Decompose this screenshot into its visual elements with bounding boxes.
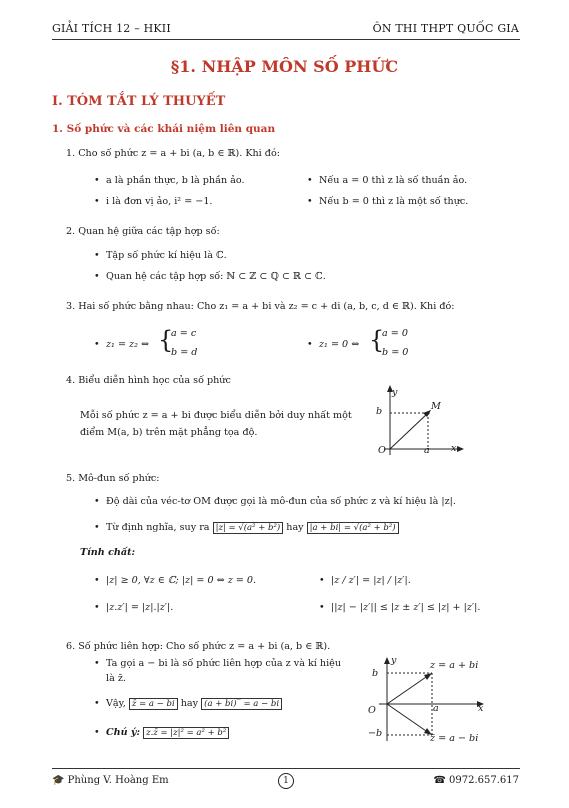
item5-bullet2-text: Từ định nghĩa, suy ra: [106, 522, 210, 533]
fig2-x-label: x: [478, 703, 484, 714]
fig2-z-label: z = a + bi: [430, 660, 479, 671]
conjugate-formula-box-2: (a + bi)‾ = a − bi: [201, 698, 282, 710]
item2-bullet2: • Quan hệ các tập hợp số: ℕ ⊂ ℤ ⊂ ℚ ⊂ ℝ ⊂ ℂ.: [106, 271, 326, 282]
item3-cond-b: b = d: [171, 347, 198, 358]
item1-bullet2: • Nếu a = 0 thì z là số thuần ảo.: [319, 175, 467, 186]
item3-brace-2: {: [369, 326, 385, 354]
item2-heading: 2. Quan hệ giữa các tập hợp số:: [66, 226, 220, 237]
item3-brace-1: {: [158, 326, 174, 354]
author-name: Phùng V. Hoàng Em: [67, 775, 169, 786]
property-3: • |z.z′| = |z|.|z′|.: [106, 602, 173, 613]
item1-bullet3: • i là đơn vị ảo, i² = −1.: [106, 196, 212, 207]
fig1-a-label: a: [424, 445, 430, 456]
fig1-x-label: x: [451, 443, 457, 454]
item6-note-label: Chú ý:: [106, 727, 141, 738]
fig2-b-label: b: [372, 668, 379, 679]
item3-equal-lhs: • z₁ = z₂ ⇔: [106, 339, 149, 350]
subsection-heading: 1. Số phức và các khái niệm liên quan: [52, 123, 276, 135]
fig2-conjugate-label: z̄ = a − bi: [430, 733, 479, 744]
fig2-minus-b-label: −b: [368, 728, 383, 739]
graduation-cap-icon: 🎓: [52, 775, 65, 786]
item6-bullet3: [106, 727, 229, 738]
item1-heading: 1. Cho số phức z = a + bi (a, b ∈ ℝ). Khi đó:: [66, 148, 280, 159]
item3-zero-b: b = 0: [382, 347, 409, 358]
fig1-y-label: y: [392, 387, 398, 398]
item1-bullet4: • Nếu b = 0 thì z là một số thực.: [319, 196, 468, 207]
phone-icon: ☎: [433, 775, 446, 786]
item6-bullet1-line1: • Ta gọi a − bi là số phức liên hợp của z và kí hiệu: [106, 658, 341, 669]
item1-bullet1: • a là phần thực, b là phần ảo.: [106, 175, 245, 186]
conjugate-formula-box-1: z̄ = a − bi: [129, 698, 178, 710]
header-rule: [52, 39, 520, 40]
properties-heading: Tính chất:: [80, 547, 136, 558]
item6-bullet2-text: Vậy,: [106, 698, 126, 709]
item3-zero-a: a = 0: [382, 328, 408, 339]
fig2-origin-label: O: [368, 705, 376, 716]
fig1-origin-label: O: [378, 445, 386, 456]
item5-heading: 5. Mô-đun số phức:: [66, 473, 160, 484]
property-4: • ||z| − |z′|| ≤ |z ± z′| ≤ |z| + |z′|.: [331, 602, 480, 613]
item4-heading: 4. Biểu diễn hình học của số phức: [66, 375, 231, 386]
footer-phone: [433, 775, 519, 786]
conjugate-product-box: z.z̄ = |z|² = a² + b²: [143, 727, 229, 739]
item6-heading: 6. Số phức liên hợp: Cho số phức z = a + bi (a, b ∈ ℝ).: [66, 641, 331, 652]
footer-rule: [52, 768, 520, 769]
item3-zero-lhs: • z₁ = 0 ⇔: [319, 339, 359, 350]
fig2-a-label: a: [433, 703, 439, 714]
fig1-m-label: M: [431, 401, 441, 412]
phone-number: 0972.657.617: [449, 775, 519, 786]
property-1: • |z| ≥ 0, ∀z ∈ ℂ; |z| = 0 ⇔ z = 0.: [106, 575, 256, 586]
page-number: 1: [278, 773, 294, 789]
header-right: ÔN THI THPT QUỐC GIA: [372, 22, 519, 35]
footer-author: [52, 775, 169, 786]
section-heading: I. TÓM TẮT LÝ THUYẾT: [52, 94, 226, 109]
item2-bullet1: • Tập số phức kí hiệu là ℂ.: [106, 250, 227, 261]
page-title: §1. NHẬP MÔN SỐ PHỨC: [170, 57, 399, 76]
item3-cond-a: a = c: [171, 328, 197, 339]
modulus-formula-box-1: |z| = √(a² + b²): [213, 522, 284, 534]
item3-heading: 3. Hai số phức bằng nhau: Cho z₁ = a + bi và z₂ = c + di (a, b, c, d ∈ ℝ). Khi đó:: [66, 301, 455, 312]
modulus-formula-box-2: |a + bi| = √(a² + b²): [307, 522, 399, 534]
item6-bullet1-line2: là z̄.: [106, 673, 126, 684]
item5-bullet1: • Độ dài của véc-tơ OM được gọi là mô-đun của số phức z và kí hiệu là |z|.: [106, 496, 456, 507]
property-2: • |z / z′| = |z| / |z′|.: [331, 575, 411, 586]
item6-bullet2-hay: hay: [180, 698, 199, 709]
item5-bullet2-hay: hay: [286, 522, 304, 533]
item4-text-line2: điểm M(a, b) trên mặt phẳng tọa độ.: [80, 427, 258, 438]
fig2-y-label: y: [391, 655, 397, 666]
item5-bullet2: [106, 522, 399, 533]
fig1-b-label: b: [376, 406, 383, 417]
header-left: GIẢI TÍCH 12 – HKII: [52, 22, 171, 35]
item6-bullet2: [106, 698, 282, 709]
item4-text-line1: Mỗi số phức z = a + bi được biểu diễn bởi duy nhất một: [80, 410, 352, 421]
